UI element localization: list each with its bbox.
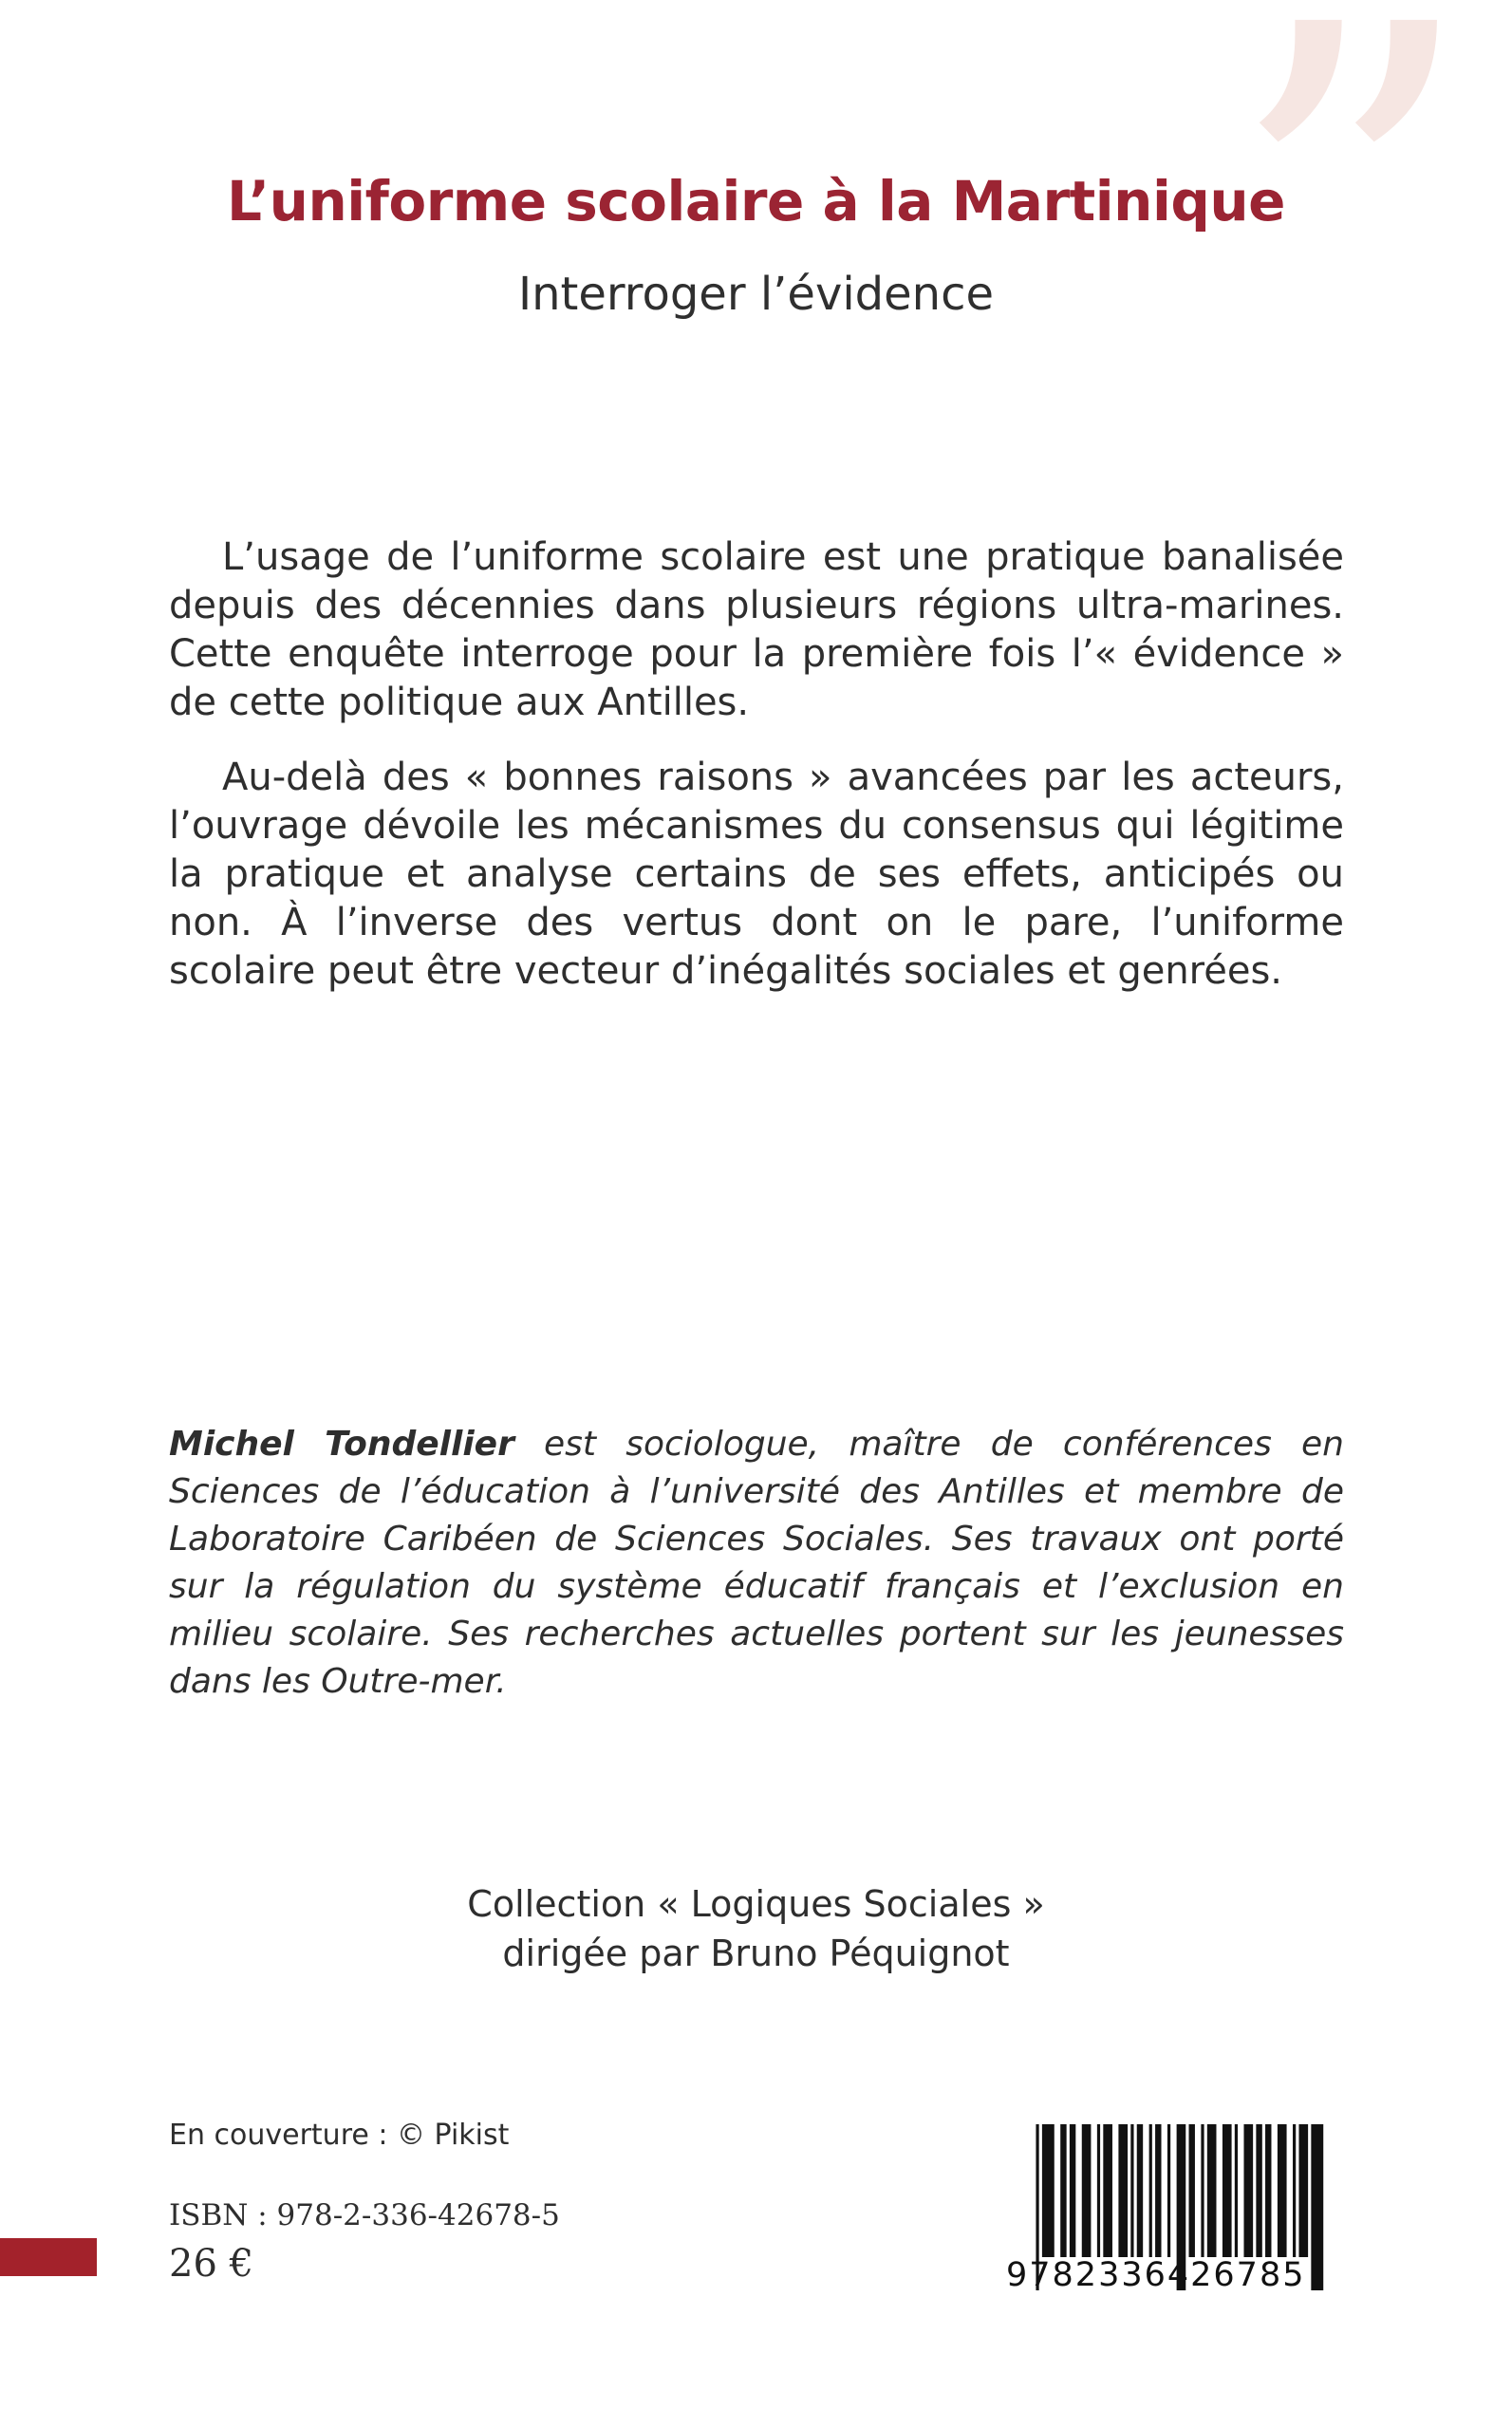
barcode-bar <box>1256 2124 1261 2257</box>
author-bio-text: est sociologue, maître de conférences en Sciences de l’éducation à l’université des Antilles et membre de Laboratoire Caribéen de Sciences Sociales. Ses travaux ont porté sur la régulation du système éducatif français et l’exclusion en milieu scolaire. Ses recherches actuelles portent sur les jeunesses dans les Outre-mer. <box>169 1425 1344 1701</box>
barcode-bar <box>1201 2124 1204 2257</box>
collection-name: Collection « Logiques Sociales » <box>467 1883 1045 1925</box>
author-bio <box>169 1421 1344 1706</box>
barcode-bar <box>1223 2124 1232 2257</box>
red-accent-bar <box>0 2238 97 2276</box>
blurb-paragraph-1: L’usage de l’uniforme scolaire est une pratique banalisée depuis des décennies dans plusieurs régions ultra-marines. Cette enquête interroge pour la première fois l’« évidence » de cette politique aux Antilles. <box>169 535 1344 724</box>
barcode-bar <box>1082 2124 1092 2257</box>
barcode-bar <box>1060 2124 1066 2257</box>
author-name: Michel Tondellier <box>169 1425 514 1464</box>
barcode-bar <box>1298 2124 1308 2257</box>
isbn: ISBN : 978-2-336-42678-5 <box>169 2198 560 2232</box>
barcode-bar <box>1042 2124 1055 2257</box>
barcode-bar <box>1235 2124 1238 2257</box>
barcode-bar <box>1189 2124 1195 2257</box>
barcode-bar <box>1070 2124 1075 2257</box>
barcode-bar <box>1097 2124 1100 2257</box>
blurb-paragraph-2: Au-delà des « bonnes raisons » avancées par les acteurs, l’ouvrage dévoile les mécanismes du consensus qui légitime la pratique et analyse certains de ses effets, anticipés ou non. À l’inverse des vertus dont on le pare, l’uniforme scolaire peut être vecteur d’inégalités sociales et genrées. <box>169 756 1344 993</box>
barcode-bar <box>1265 2124 1271 2257</box>
barcode-bar <box>1149 2124 1152 2257</box>
barcode-bar <box>1278 2124 1287 2257</box>
barcode-bar <box>1243 2124 1253 2257</box>
barcode-bar <box>1167 2124 1170 2257</box>
book-subtitle: Interroger l’évidence <box>517 268 995 321</box>
barcode-bar <box>1103 2124 1112 2257</box>
barcode-bar <box>1293 2124 1296 2257</box>
cover-credit: En couverture : © Pikist <box>169 2119 510 2152</box>
barcode-bar <box>1130 2124 1133 2257</box>
barcode-bar <box>1137 2124 1143 2257</box>
price: 26 € <box>169 2242 254 2286</box>
collection-director: dirigée par Bruno Péquignot <box>502 1933 1010 1974</box>
collection-info <box>0 1879 1512 1978</box>
blurb <box>169 533 1344 1022</box>
barcode-number: 9782336426785 <box>1006 2256 1306 2294</box>
decorative-quote-mark: ” <box>1224 0 1477 496</box>
book-title: L’uniforme scolaire à la Martinique <box>227 169 1285 233</box>
barcode-bar <box>1207 2124 1217 2257</box>
barcode-bar <box>1155 2124 1161 2257</box>
barcode-bar <box>1118 2124 1128 2257</box>
